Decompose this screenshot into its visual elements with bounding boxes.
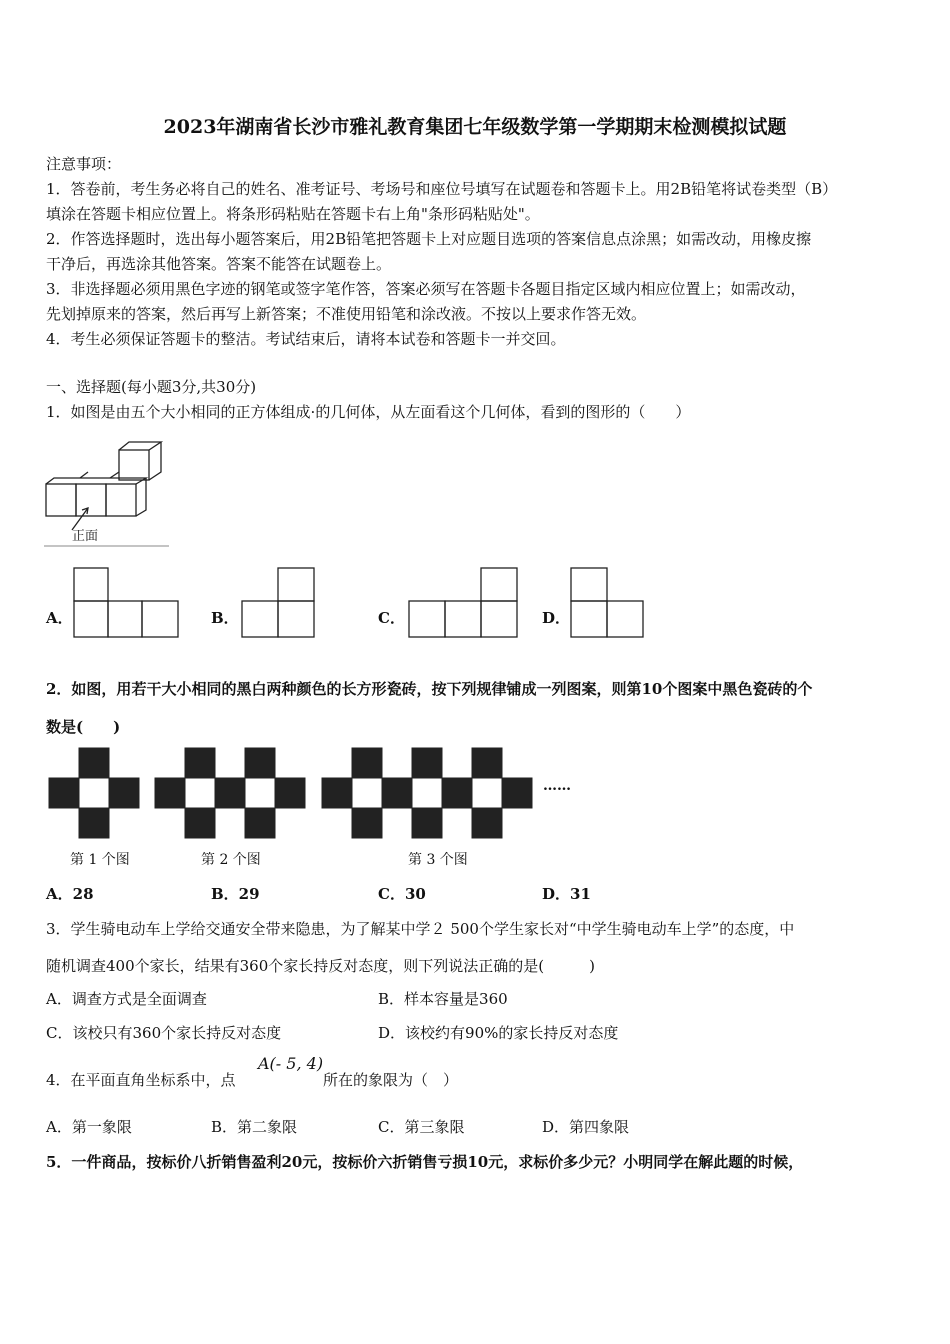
q2-option-a[interactable]: A．28 bbox=[46, 885, 94, 903]
q2-caption-2: 第 2 个图 bbox=[201, 852, 261, 868]
q4-option-b[interactable]: B．第二象限 bbox=[211, 1118, 298, 1136]
q1-solid-figure bbox=[44, 440, 169, 548]
notice-line: 填涂在答题卡相应位置上。将条形码粘贴在答题卡右上角"条形码粘贴处"。 bbox=[46, 205, 540, 223]
notice-line: 4．考生必须保证答题卡的整洁。考试结束后，请将本试卷和答题卡一并交回。 bbox=[46, 330, 566, 348]
q1-option-a[interactable]: A． bbox=[46, 609, 73, 627]
question-3-stem: 3．学生骑电动车上学给交通安全带来隐患，为了解某中学２ 500个学生家长对“中学生骑电动车上学”的态度，中 bbox=[46, 920, 795, 938]
q1-option-a-figure bbox=[72, 566, 184, 640]
q1-option-d[interactable]: D． bbox=[542, 609, 571, 627]
q4-option-c[interactable]: C．第三象限 bbox=[378, 1118, 465, 1136]
notice-heading: 注意事项： bbox=[46, 155, 122, 173]
q2-tile-pattern-2 bbox=[155, 748, 307, 840]
section-heading: 一、选择题(每小题3分,共30分) bbox=[46, 378, 257, 396]
q2-tile-pattern-1 bbox=[49, 748, 141, 840]
q2-option-d[interactable]: D．31 bbox=[542, 885, 591, 903]
q1-option-b-figure bbox=[240, 566, 320, 640]
q3-option-d[interactable]: D．该校约有90%的家长持反对态度 bbox=[378, 1024, 619, 1042]
q3-option-a[interactable]: A．调查方式是全面调查 bbox=[46, 990, 207, 1008]
question-1-stem: 1．如图是由五个大小相同的正方体组成·的几何体，从左面看这个几何体，看到的图形的（ ） bbox=[46, 403, 691, 421]
question-5-stem: 5．一件商品，按标价八折销售盈利20元，按标价六折销售亏损10元，求标价多少元？小明同学在解此题的时候， bbox=[46, 1153, 804, 1171]
page-title: 2023年湖南省长沙市雅礼教育集团七年级数学第一学期期末检测模拟试题 bbox=[163, 116, 787, 138]
q3-option-b[interactable]: B．样本容量是360 bbox=[378, 990, 508, 1008]
notice-line: 3．非选择题必须用黑色字迹的钢笔或签字笔作答，答案必须写在答题卡各题目指定区域内相应位置上；如需改动， bbox=[46, 280, 806, 298]
question-4-stem: 4．在平面直角坐标系中，点 bbox=[46, 1071, 236, 1089]
q2-caption-3: 第 3 个图 bbox=[408, 852, 468, 868]
question-4-stem-cont: 所在的象限为（ ） bbox=[323, 1071, 459, 1089]
notice-line: 1．答卷前，考生务必将自己的姓名、准考证号、考场号和座位号填写在试题卷和答题卡上。用2B铅笔将试卷类型（B） bbox=[46, 180, 838, 198]
q4-option-d[interactable]: D．第四象限 bbox=[542, 1118, 630, 1136]
q2-option-c[interactable]: C．30 bbox=[378, 885, 426, 903]
notice-line: 先划掉原来的答案，然后再写上新答案；不准使用铅笔和涂改液。不按以上要求作答无效。 bbox=[46, 305, 647, 323]
q1-figure-label: 正面 bbox=[72, 529, 99, 544]
q3-option-c[interactable]: C．该校只有360个家长持反对态度 bbox=[46, 1024, 282, 1042]
q2-option-b[interactable]: B．29 bbox=[211, 885, 260, 903]
q4-point-expression: A(- 5, 4) bbox=[258, 1054, 324, 1073]
q4-option-a[interactable]: A．第一象限 bbox=[46, 1118, 132, 1136]
notice-line: 干净后，再选涂其他答案。答案不能答在试题卷上。 bbox=[46, 255, 392, 273]
notice-line: 2．作答选择题时，选出每小题答案后，用2B铅笔把答题卡上对应题目选项的答案信息点涂黑；如需改动，用橡皮擦 bbox=[46, 230, 812, 248]
q2-caption-1: 第 1 个图 bbox=[70, 852, 130, 868]
q1-option-b[interactable]: B． bbox=[211, 609, 239, 627]
q2-ellipsis: …… bbox=[543, 778, 571, 794]
q2-tile-pattern-3 bbox=[322, 748, 534, 840]
question-2-stem: 2．如图，用若干大小相同的黑白两种颜色的长方形瓷砖，按下列规律铺成一列图案，则第10个图案中黑色瓷砖的个 bbox=[46, 680, 813, 698]
q1-option-c-figure bbox=[407, 566, 522, 640]
question-2-stem-cont: 数是( ) bbox=[46, 718, 121, 736]
question-3-stem-cont: 随机调查400个家长，结果有360个家长持反对态度，则下列说法正确的是( ) bbox=[46, 957, 595, 975]
q1-option-d-figure bbox=[569, 566, 649, 640]
q1-option-c[interactable]: C． bbox=[378, 609, 405, 627]
